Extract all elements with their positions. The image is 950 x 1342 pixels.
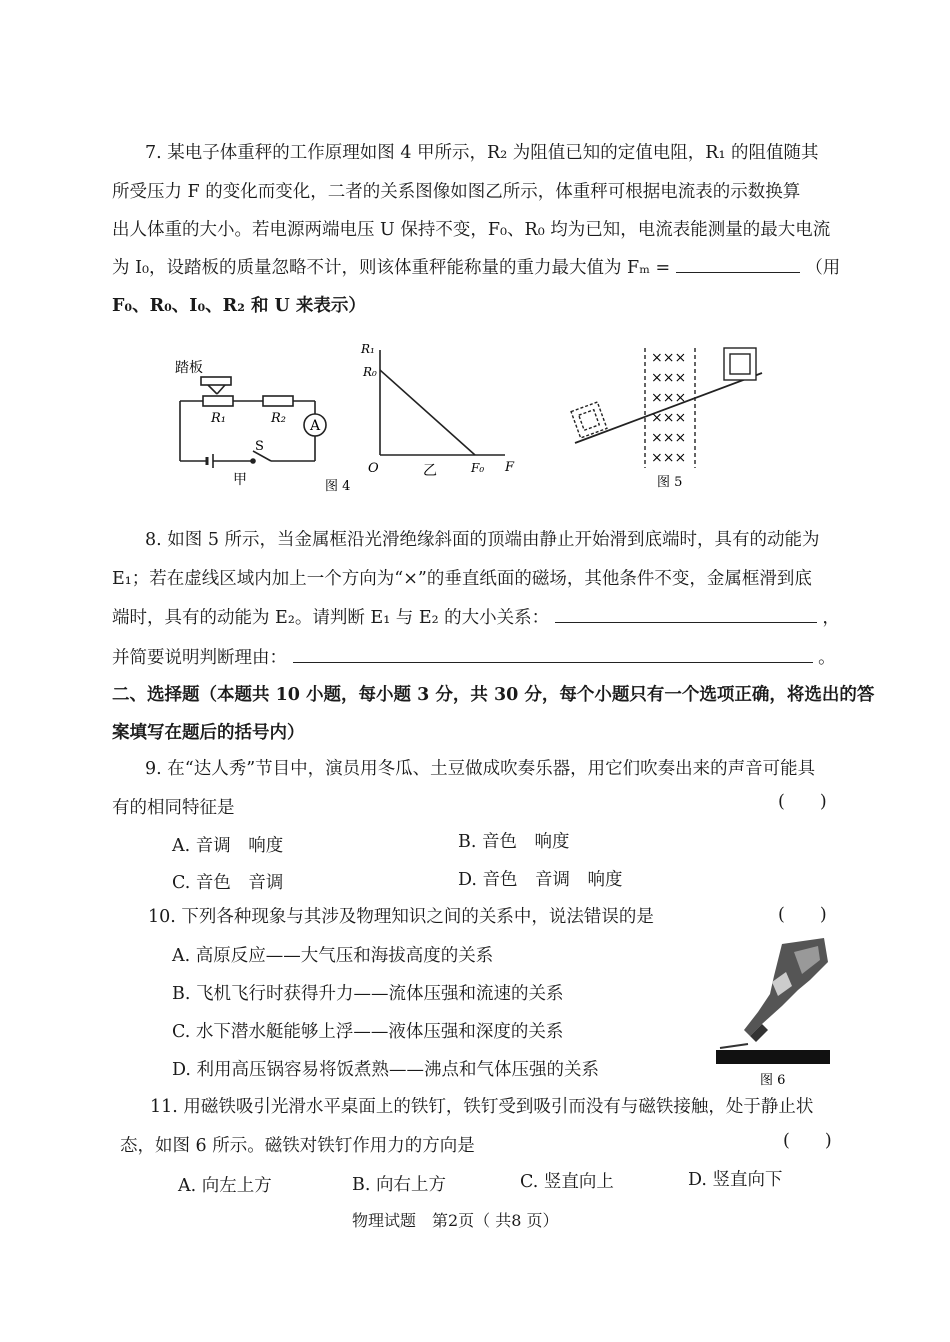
svg-text:×××: ××× [651, 450, 687, 466]
r0-label: R₀ [363, 365, 377, 379]
ammeter-label: A [310, 418, 321, 434]
yi-label: 乙 [423, 463, 437, 479]
q9-line-2: 有的相同特征是 [112, 798, 235, 818]
q8-line-2: E₁；若在虚线区域内加上一个方向为“×”的垂直纸面的磁场，其他条件不变，金属框滑到底 [112, 569, 812, 589]
svg-text:×××: ××× [651, 370, 687, 386]
q9-option-c[interactable]: C. 音色 音调 [172, 873, 284, 893]
q7-line-4-tail: （用 [805, 258, 841, 278]
q9-line-1: 9. 在“达人秀”节目中，演员用冬瓜、土豆做成吹奏乐器，用它们吹奏出来的声音可能具 [145, 759, 816, 779]
q11-line-1: 11. 用磁铁吸引光滑水平桌面上的铁钉，铁钉受到吸引而没有与磁铁接触，处于静止状 [150, 1097, 814, 1117]
q11-answer-paren[interactable]: ( ) [783, 1131, 832, 1151]
figure-5-caption: 图 5 [657, 475, 683, 490]
q10-stem: 10. 下列各种现象与其涉及物理知识之间的关系中，说法错误的是 [148, 907, 654, 927]
resistor-r2 [263, 396, 293, 406]
r1-label: R₁ [211, 411, 226, 426]
origin-label: O [368, 461, 379, 476]
q8-line-1: 8. 如图 5 所示，当金属框沿光滑绝缘斜面的顶端由静止开始滑到底端时，具有的动能为 [145, 530, 820, 550]
svg-text:×××: ××× [651, 410, 687, 426]
figure-5 [565, 340, 770, 490]
q10-answer-paren[interactable]: ( ) [778, 905, 827, 925]
section-2-header-line-2: 案填写在题后的括号内） [112, 723, 305, 743]
q7-answer-blank[interactable] [676, 258, 800, 273]
jia-label: 甲 [233, 472, 247, 488]
q8-line-3 [112, 608, 840, 628]
y-axis-label: R₁ [361, 342, 375, 356]
q8-line-4-tail: 。 [818, 648, 836, 668]
q8-relation-blank[interactable] [555, 608, 817, 623]
r2-label: R₂ [271, 411, 286, 426]
q10-option-d[interactable]: D. 利用高压锅容易将饭煮熟——沸点和气体压强的关系 [172, 1060, 600, 1080]
figure-4-caption: 图 4 [325, 479, 351, 494]
q7-line-1: 7. 某电子体重秤的工作原理如图 4 甲所示，R₂ 为阻值已知的定值电阻，R₁ 的阻值随其 [145, 143, 819, 163]
q7-line-3: 出人体重的大小。若电源两端电压 U 保持不变，F₀、R₀ 均为已知，电流表能测量的最大电流 [112, 220, 831, 240]
magnet-hand-photo [720, 938, 828, 1048]
q10-option-a[interactable]: A. 高原反应——大气压和海拔高度的关系 [172, 946, 494, 966]
resistor-r1 [203, 396, 233, 406]
q10-option-b[interactable]: B. 飞机飞行时获得升力——流体压强和流速的关系 [172, 984, 564, 1004]
svg-text:×××: ××× [651, 430, 687, 446]
pedal-stem [208, 385, 217, 394]
table-surface [716, 1050, 830, 1064]
f0-label: F₀ [471, 461, 485, 475]
q7-line-5: F₀、R₀、I₀、R₂ 和 U 来表示） [112, 296, 366, 316]
q11-option-c[interactable]: C. 竖直向上 [520, 1172, 614, 1192]
section-2-header-line-1: 二、选择题（本题共 10 小题，每小题 3 分，共 30 分，每个小题只有一个选项正确，将选出的答 [112, 685, 875, 705]
x-axis-label: F [505, 460, 515, 475]
q7-line-2: 所受压力 F 的变化而变化，二者的关系图像如图乙所示，体重秤可根据电流表的示数换算 [112, 182, 801, 202]
svg-text:×××: ××× [651, 350, 687, 366]
q7-line-4-text: 为 I₀，设踏板的质量忽略不计，则该体重秤能称量的重力最大值为 Fₘ = [112, 258, 671, 278]
q8-line-3-tail: ， [822, 608, 840, 628]
q8-line-4 [112, 648, 836, 668]
q8-line-4-text: 并简要说明判断理由： [112, 648, 287, 668]
q9-answer-paren[interactable]: ( ) [778, 792, 827, 812]
svg-text:×××: ××× [651, 390, 687, 406]
pedal-top [201, 377, 231, 385]
q9-option-d[interactable]: D. 音色 音调 响度 [458, 870, 623, 890]
q9-option-a[interactable]: A. 音调 响度 [172, 836, 284, 856]
q10-option-c[interactable]: C. 水下潜水艇能够上浮——液体压强和深度的关系 [172, 1022, 564, 1042]
q11-line-2: 态，如图 6 所示。磁铁对铁钉作用力的方向是 [120, 1136, 475, 1156]
figure-4 [165, 338, 535, 498]
figure-6-caption: 图 6 [760, 1073, 786, 1088]
q7-line-4 [112, 258, 840, 278]
q8-line-3-text: 端时，具有的动能为 E₂。请判断 E₁ 与 E₂ 的大小关系： [112, 608, 550, 628]
switch-label: S [255, 439, 264, 454]
q8-reason-blank[interactable] [293, 648, 813, 663]
pedal-label: 踏板 [175, 360, 203, 376]
page-footer: 物理试题 第2页（ 共8 页） [352, 1211, 559, 1230]
graph-line [380, 370, 475, 455]
iron-nail [720, 1044, 748, 1048]
q9-option-b[interactable]: B. 音色 响度 [458, 832, 570, 852]
q11-option-b[interactable]: B. 向右上方 [352, 1175, 446, 1195]
q11-option-a[interactable]: A. 向左上方 [178, 1176, 272, 1196]
q11-option-d[interactable]: D. 竖直向下 [688, 1170, 783, 1190]
figure-6 [712, 932, 834, 1092]
